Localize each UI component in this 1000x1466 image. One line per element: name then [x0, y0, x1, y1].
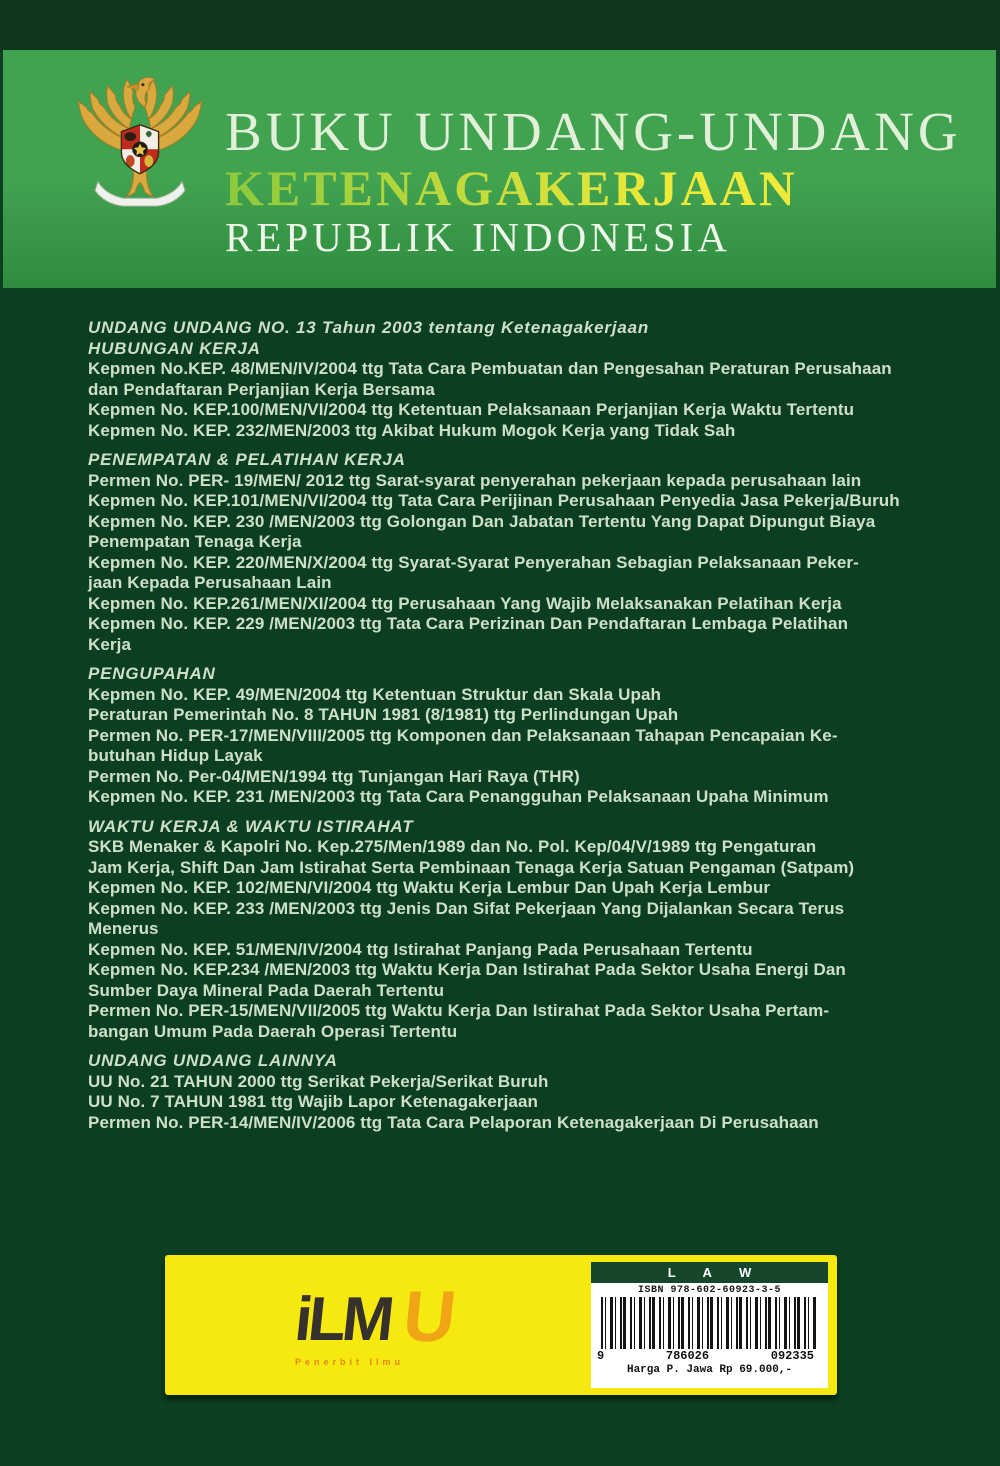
barcode-panel	[591, 1262, 828, 1388]
regulation-line: SKB Menaker & Kapolri No. Kep.275/Men/1989 dan No. Pol. Kep/04/V/1989 ttg Pengaturan	[88, 837, 817, 856]
regulation-line: Kepmen No. KEP. 231 /MEN/2003 ttg Tata Cara Penangguhan Pelaksanaan Upaha Minimum	[88, 787, 829, 806]
regulation-line: Permen No. PER- 19/MEN/ 2012 ttg Sarat-syarat penyerahan pekerjaan kepada perusahaan lain	[88, 470, 862, 490]
publisher-logo	[291, 1277, 535, 1367]
regulation-line: Kepmen No. KEP. 230 /MEN/2003 ttg Golongan Dan Jabatan Tertentu Yang Dapat Dipungut Biaya	[88, 511, 876, 531]
regulation-line: Kepmen No. KEP. 233 /MEN/2003 ttg Jenis Dan Sifat Pekerjaan Yang Dijalankan Secara Terus	[88, 898, 845, 918]
regulation-line: Permen No. Per-04/MEN/1994 ttg Tunjangan Hari Raya (THR)	[88, 766, 580, 786]
regulation-line: UU No. 21 TAHUN 2000 ttg Serikat Pekerja/Serikat Buruh	[88, 1071, 549, 1091]
regulation-line: butuhan Hidup Layak	[88, 746, 263, 765]
publisher-band	[165, 1255, 837, 1395]
section-lines	[88, 471, 968, 656]
regulation-section	[88, 339, 968, 442]
regulation-line: Kepmen No. KEP. 49/MEN/2004 ttg Ketentuan Struktur dan Skala Upah	[88, 684, 661, 704]
cover-title-block	[225, 102, 962, 260]
sections-container	[88, 339, 968, 1134]
price-text: Harga P. Jawa Rp 69.000,-	[626, 1364, 793, 1376]
barcode-digits	[591, 1349, 828, 1363]
title-line-3: REPUBLIK INDONESIA	[225, 214, 731, 260]
regulation-line: Kepmen No. KEP.100/MEN/VI/2004 ttg Ketentuan Pelaksanaan Perjanjian Kerja Waktu Tertentu	[88, 400, 855, 419]
title-line-1: BUKU UNDANG-UNDANG	[225, 101, 962, 162]
regulation-line: Jam Kerja, Shift Dan Jam Istirahat Serta Pembinaan Tenaga Kerja Satuan Pengaman (Satpam)	[88, 857, 855, 877]
regulation-line: dan Pendaftaran Perjanjian Kerja Bersama	[88, 379, 435, 399]
section-heading: PENGUPAHAN	[88, 664, 216, 683]
regulation-section	[88, 1051, 968, 1133]
logo-accent-letter: U	[399, 1277, 460, 1357]
regulation-section	[88, 450, 968, 655]
regulation-line: UU No. 7 TAHUN 1981 ttg Wajib Lapor Ketenagakerjaan	[88, 1092, 539, 1111]
regulation-line: Kepmen No. KEP. 51/MEN/IV/2004 ttg Istirahat Panjang Pada Perusahaan Tertentu	[88, 939, 753, 959]
regulation-line: Menerus	[88, 919, 159, 938]
publisher-tagline: Penerbit Ilmu	[295, 1357, 405, 1367]
regulation-section	[88, 664, 968, 808]
regulation-line: Kepmen No. KEP. 102/MEN/VI/2004 ttg Waktu Kerja Lembur Dan Upah Kerja Lembur	[88, 878, 771, 897]
category-label: L A W	[591, 1262, 828, 1283]
regulation-line: Peraturan Pemerintah No. 8 TAHUN 1981 (8/1981) ttg Perlindungan Upah	[88, 705, 679, 724]
regulation-line: jaan Kepada Perusahaan Lain	[88, 573, 332, 592]
section-lines	[88, 685, 968, 808]
regulation-section	[88, 817, 968, 1043]
barcode-digit-mid: 786026	[665, 1349, 710, 1363]
regulation-line: bangan Umum Pada Daerah Operasi Tertentu	[88, 1021, 458, 1041]
section-lines	[88, 1072, 968, 1134]
regulation-line: Kepmen No. KEP. 220/MEN/X/2004 ttg Syarat-Syarat Penyerahan Sebagian Pelaksanaan Peker-	[88, 552, 859, 572]
regulation-line: Kepmen No. KEP.101/MEN/VI/2004 ttg Tata Cara Perijinan Perusahaan Penyedia Jasa Pekerja/Buruh	[88, 491, 900, 510]
barcode-bars	[601, 1297, 818, 1349]
title-line-2: KETENAGAKERJAAN	[225, 162, 962, 214]
regulation-line: Permen No. PER-15/MEN/VII/2005 ttg Waktu Kerja Dan Istirahat Pada Sektor Usaha Pertam-	[88, 1001, 830, 1020]
regulation-line: Penempatan Tenaga Kerja	[88, 532, 302, 551]
header-band	[3, 50, 996, 288]
section-heading: HUBUNGAN KERJA	[88, 338, 261, 358]
ribbon-banner	[95, 182, 185, 206]
barcode-digit-right: 092335	[770, 1349, 814, 1363]
regulation-list	[88, 318, 968, 1133]
regulation-line: Kerja	[88, 634, 132, 654]
regulation-line: Kepmen No. KEP.234 /MEN/2003 ttg Waktu Kerja Dan Istirahat Pada Sektor Usaha Energi Dan	[88, 960, 846, 979]
regulation-line: Kepmen No. KEP. 232/MEN/2003 ttg Akibat Hukum Mogok Kerja yang Tidak Sah	[88, 420, 736, 440]
publisher-logo-mark	[291, 1277, 539, 1357]
top-dark-band	[0, 0, 1000, 50]
regulation-line: Kepmen No. KEP.261/MEN/XI/2004 ttg Perusahaan Yang Wajib Melaksanakan Pelatihan Kerja	[88, 593, 842, 613]
regulation-line: Permen No. PER-14/MEN/IV/2006 ttg Tata Cara Pelaporan Ketenagakerjaan Di Perusahaan	[88, 1112, 819, 1132]
logo-dark-letters: iLM	[291, 1285, 394, 1354]
section-heading: PENEMPATAN & PELATIHAN KERJA	[88, 450, 406, 469]
barcode-digit-left: 9	[597, 1349, 605, 1363]
pancasila-shield	[121, 125, 158, 174]
garuda-pancasila-emblem	[66, 68, 214, 210]
intro-law-line: UNDANG UNDANG NO. 13 Tahun 2003 tentang Ketenagakerjaan	[88, 318, 650, 337]
section-lines	[88, 359, 968, 441]
section-lines	[88, 837, 968, 1042]
regulation-line: Kepmen No.KEP. 48/MEN/IV/2004 ttg Tata Cara Pembuatan dan Pengesahan Peraturan Perusahaan	[88, 359, 892, 378]
section-heading: WAKTU KERJA & WAKTU ISTIRAHAT	[88, 816, 414, 836]
regulation-line: Kepmen No. KEP. 229 /MEN/2003 ttg Tata Cara Perizinan Dan Pendaftaran Lembaga Pelatihan	[88, 614, 849, 633]
isbn-text: ISBN 978-602-60923-3-5	[637, 1285, 782, 1296]
regulation-line: Sumber Daya Mineral Pada Daerah Tertentu	[88, 980, 445, 1000]
section-heading: UNDANG UNDANG LAINNYA	[88, 1051, 338, 1070]
regulation-line: Permen No. PER-17/MEN/VIII/2005 ttg Komponen dan Pelaksanaan Tahapan Pencapaian Ke-	[88, 725, 838, 745]
